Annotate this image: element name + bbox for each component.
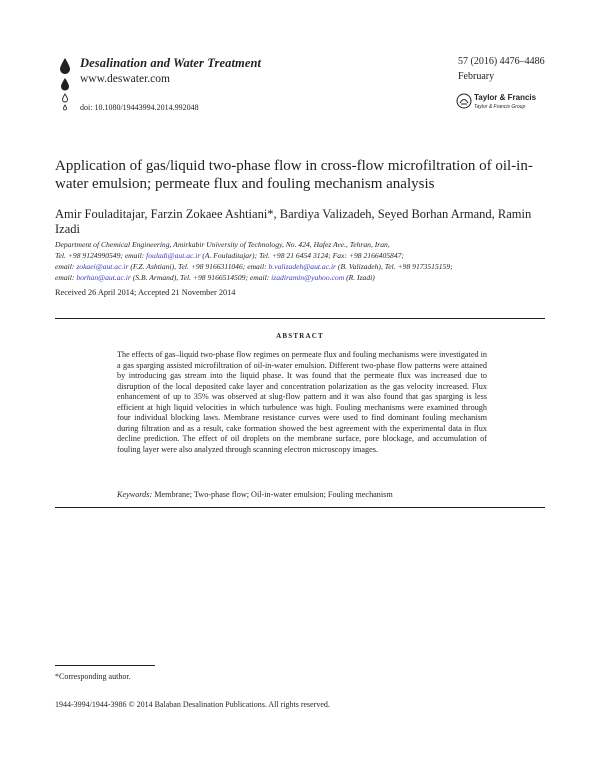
footnote-divider <box>55 665 155 666</box>
email-link[interactable]: b.valizadeh@aut.ac.ir <box>268 262 337 271</box>
affiliation-line: email: zokaei@aut.ac.ir (F.Z. Ashtiani), Tel. +98 9166311046; email: b.valizadeh@aut.ac.ir (B. Valizadeh), Tel. +98 9173515159; <box>55 262 453 271</box>
abstract-body: The effects of gas–liquid two-phase flow regimes on permeate flux and fouling mechanisms were investigated in a gas sparging assisted microfiltration of oil-in-water emulsion. Different two-phase flow patterns were attained by introducing gas stream into the liquid phase. It was found that the permeate flux was increased due to disruption of the local deposited cake layer and concentration polarization as the gas velocity increased. Flux enhancement of up to 35% was observed at slug-flow pattern and it was also found that gas sparging is less efficient at high liquid velocities in which turbulence was high. Fouling mechanisms were examined through four individual blocking laws. Membrane resistance curves were used to find dominant fouling mechanism during filtration and as a result, cake formation showed the best agreement with the experimental data in flux decline prediction. The effect of oil droplets on the membrane surface, pore blockage, and accumulation of fouling layer were also analyzed through scanning electron microscopy images. <box>117 350 487 454</box>
publisher-group: Taylor & Francis Group <box>474 104 526 110</box>
affiliation-line: Tel. +98 9124990549; email: fouladi@aut.ac.ir (A. Fouladitajar); Tel. +98 21 6454 3124; Fax: +98 2166405847; <box>55 251 404 260</box>
article-title: Application of gas/liquid two-phase flow in cross-flow microfiltration of oil-in-water emulsion; permeate flux and fouling mechanism analysis <box>55 158 533 192</box>
keywords <box>117 490 487 499</box>
abstract-heading: ABSTRACT <box>276 332 324 340</box>
copyright-line: 1944-3994/1944-3986 © 2014 Balaban Desalination Publications. All rights reserved. <box>55 700 330 709</box>
keywords-label: Keywords: <box>117 490 153 499</box>
issue-month: February <box>458 71 495 82</box>
journal-name: Desalination and Water Treatment <box>80 56 262 70</box>
journal-url[interactable]: www.deswater.com <box>80 73 170 85</box>
divider <box>55 507 545 508</box>
keywords-list: Membrane; Two-phase flow; Oil-in-water emulsion; Fouling mechanism <box>152 490 393 499</box>
volume-pages: 57 (2016) 4476–4486 <box>458 56 545 67</box>
affiliation-line: email: borhan@aut.ac.ir (S.B. Armand), Tel. +98 9166514509; email: izadiramin@yahoo.com (R. Izadi) <box>55 273 375 282</box>
publisher-name: Taylor & Francis <box>474 93 537 102</box>
email-link[interactable]: zokaei@aut.ac.ir <box>76 262 129 271</box>
email-link[interactable]: borhan@aut.ac.ir <box>76 273 131 282</box>
email-link[interactable]: izadiramin@yahoo.com <box>271 273 345 282</box>
email-link[interactable]: fouladi@aut.ac.ir <box>146 251 201 260</box>
taylor-francis-logo-icon <box>456 93 472 109</box>
divider <box>55 318 545 319</box>
author-list: Amir Fouladitajar, Farzin Zokaee Ashtiani*, Bardiya Valizadeh, Seyed Borhan Armand, Ramin Izadi <box>55 207 532 236</box>
affiliation-block <box>55 239 545 283</box>
affiliation-line: Department of Chemical Engineering, Amirkabir University of Technology, No. 424, Hafez Ave., Tehran, Iran, <box>55 240 390 249</box>
journal-drops-logo <box>58 56 72 114</box>
received-dates: Received 26 April 2014; Accepted 21 November 2014 <box>55 288 236 297</box>
doi[interactable]: doi: 10.1080/19443994.2014.992048 <box>80 103 199 112</box>
corresponding-author-note: *Corresponding author. <box>55 672 131 681</box>
